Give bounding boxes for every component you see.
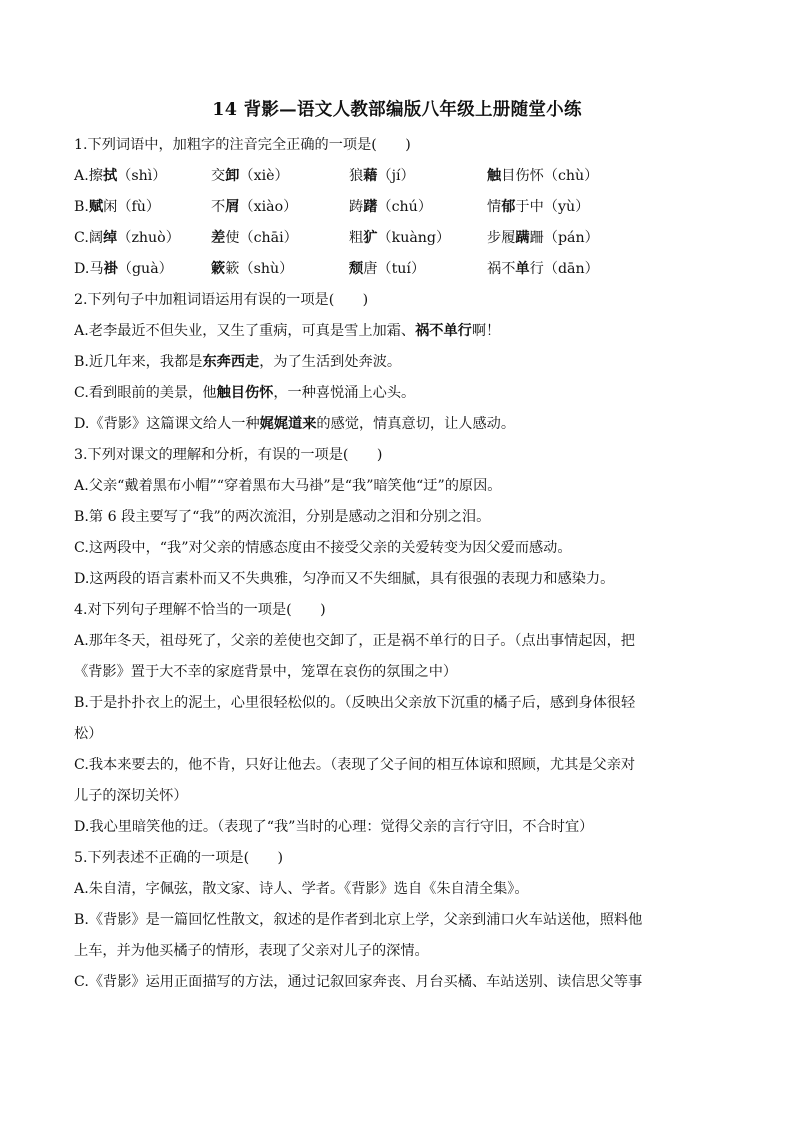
question-3-option-a: A.父亲“戴着黑布小帽”“穿着黑布大马褂”是“我”暗笑他“迂”的原因。 — [74, 478, 502, 494]
option-cell: 粗犷（kuàng） — [349, 230, 451, 246]
question-5-stem: 5.下列表述不正确的一项是( ) — [74, 850, 284, 866]
question-2-stem: 2.下列句子中加粗词语运用有误的一项是( ) — [74, 292, 369, 308]
option-cell: B.赋闲（fù） — [74, 199, 161, 215]
question-1-option-row-a — [74, 161, 722, 192]
option-cell: 交卸（xiè） — [211, 168, 289, 184]
option-cell: 簌簌（shù） — [211, 261, 294, 277]
question-4-option-b-continued: 松） — [74, 726, 103, 742]
question-4-option-c-continued: 儿子的深切关怀） — [74, 788, 188, 804]
option-cell: 踌躇（chú） — [349, 199, 433, 215]
exercise-content — [74, 130, 722, 998]
option-cell: D.马褂（guà） — [74, 261, 173, 277]
question-4-option-a: A.那年冬天，祖母死了，父亲的差使也交卸了，正是祸不单行的日子。（点出事情起因，把 — [74, 633, 635, 649]
option-cell: 祸不单行（dān） — [487, 261, 599, 277]
question-3-stem: 3.下列对课文的理解和分析，有误的一项是( ) — [74, 447, 383, 463]
question-5-option-a: A.朱自清，字佩弦，散文家、诗人、学者。《背影》选自《朱自清全集》。 — [74, 881, 529, 897]
question-3-option-c: C.这两段中，“我”对父亲的情感态度由不接受父亲的关爱转变为因父爱而感动。 — [74, 540, 572, 556]
question-3-option-d: D.这两段的语言素朴而又不失典雅，匀净而又不失细腻，具有很强的表现力和感染力。 — [74, 571, 615, 587]
question-1-stem: 1.下列词语中，加粗字的注音完全正确的一项是( ) — [74, 137, 411, 153]
question-5-option-b: B.《背影》是一篇回忆性散文，叙述的是作者到北京上学，父亲到浦口火车站送他，照料他 — [74, 912, 643, 928]
page-title: 14 背影—语文人教部编版八年级上册随堂小练 — [212, 100, 582, 120]
question-4-stem: 4.对下列句子理解不恰当的一项是( ) — [74, 602, 326, 618]
question-2-option-c: C.看到眼前的美景，他触目伤怀，一种喜悦涌上心头。 — [74, 385, 416, 401]
question-2-option-a: A.老李最近不但失业，又生了重病，可真是雪上加霜、祸不单行啊！ — [74, 323, 501, 339]
question-2-option-b: B.近几年来，我都是东奔西走，为了生活到处奔波。 — [74, 354, 402, 370]
question-4-option-d: D.我心里暗笑他的迂。（表现了“我”当时的心理：觉得父亲的言行守旧，不合时宜） — [74, 819, 594, 835]
question-4-option-a-continued: 《背影》置于大不幸的家庭背景中，笼罩在哀伤的氛围之中） — [74, 664, 458, 680]
question-4-option-b: B.于是扑扑衣上的泥土，心里很轻松似的。（反映出父亲放下沉重的橘子后，感到身体很轻 — [74, 695, 636, 711]
option-cell: C.阔绰（zhuò） — [74, 230, 180, 246]
question-5-option-c: C.《背影》运用正面描写的方法，通过记叙回家奔丧、月台买橘、车站送别、读信思父等事 — [74, 974, 643, 990]
option-cell: 步履蹒跚（pán） — [487, 230, 599, 246]
option-cell: 触目伤怀（chù） — [487, 168, 599, 184]
question-1-option-row-c — [74, 223, 722, 254]
option-cell: 颓唐（tuí） — [349, 261, 426, 277]
question-1-option-row-b — [74, 192, 722, 223]
option-cell: 差使（chāi） — [211, 230, 298, 246]
question-1-option-row-d — [74, 254, 722, 285]
question-4-option-c: C.我本来要去的，他不肯，只好让他去。（表现了父子间的相互体谅和照顾，尤其是父亲对 — [74, 757, 636, 773]
option-cell: A.擦拭（shì） — [74, 168, 167, 184]
question-3-option-b: B.第 6 段主要写了“我”的两次流泪，分别是感动之泪和分别之泪。 — [74, 509, 491, 525]
option-cell: 情郁于中（yù） — [487, 199, 590, 215]
question-2-option-d: D.《背影》这篇课文给人一种娓娓道来的感觉，情真意切，让人感动。 — [74, 416, 516, 432]
question-5-option-b-continued: 上车，并为他买橘子的情形，表现了父亲对儿子的深情。 — [74, 943, 429, 959]
option-cell: 不屑（xiào） — [211, 199, 298, 215]
option-cell: 狼藉（jí） — [349, 168, 415, 184]
